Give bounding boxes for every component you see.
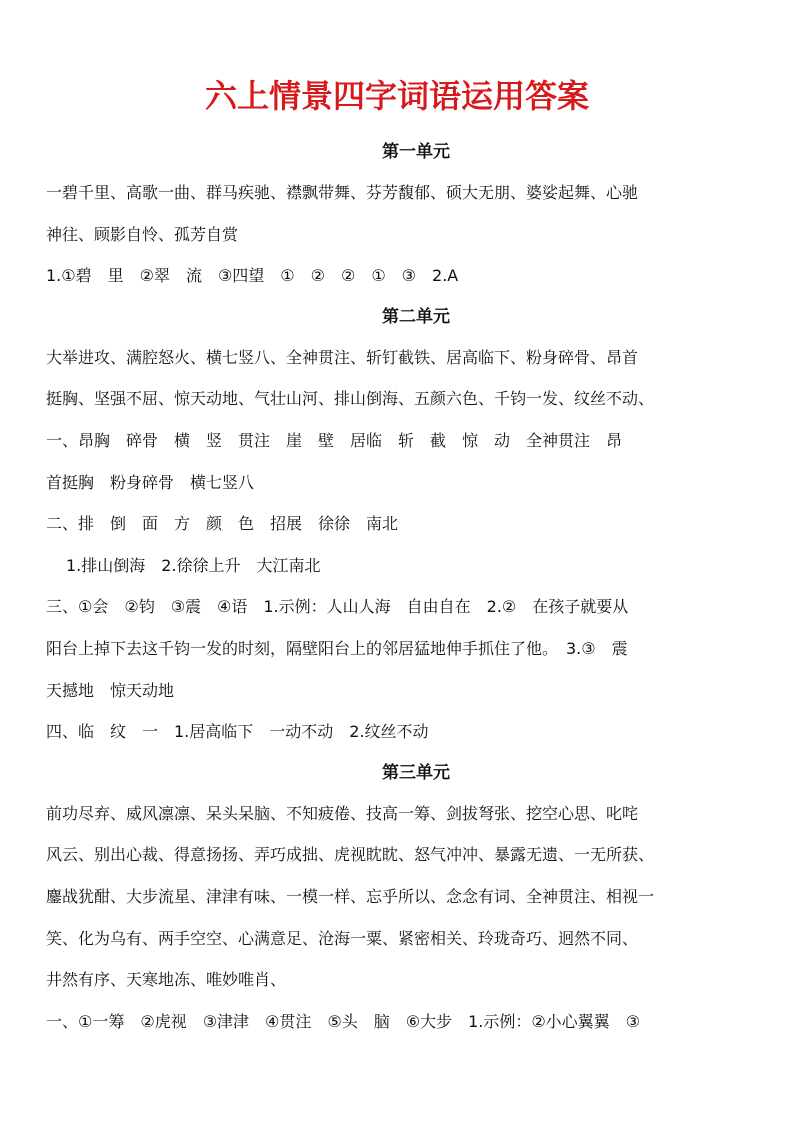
unit-2-heading: 第二单元 bbox=[382, 306, 450, 327]
unit-2-line-4: 首挺胸 粉身碎骨 横七竖八 bbox=[46, 472, 255, 492]
unit-3-line-5: 井然有序、天寒地冻、唯妙唯肖、 bbox=[46, 970, 287, 990]
unit-3-line-4: 笑、化为乌有、两手空空、心满意足、沧海一粟、紧密相关、玲珑奇巧、迥然不同、 bbox=[46, 928, 639, 948]
unit-2-line-8: 阳台上掉下去这千钧一发的时刻，隔壁阳台上的邻居猛地伸手抓住了他。 3.③ 震 bbox=[46, 638, 628, 658]
unit-1-line-2: 神往、顾影自怜、孤芳自赏 bbox=[46, 224, 239, 244]
unit-1-heading: 第一单元 bbox=[382, 142, 450, 162]
unit-2-line-2: 挺胸、坚强不屈、惊天动地、气壮山河、排山倒海、五颜六色、千钧一发、纹丝不动、 bbox=[46, 389, 655, 409]
unit-1-line-1: 一碧千里、高歌一曲、群马疾驰、襟飘带舞、芬芳馥郁、硕大无朋、婆娑起舞、心驰 bbox=[46, 183, 639, 202]
unit-2-line-9: 天撼地 惊天动地 bbox=[46, 680, 175, 700]
unit-3-line-6: 一、①一筹 ②虎视 ③津津 ④贯注 ⑤头 脑 ⑥大步 1.示例：②小心翼翼 ③ bbox=[46, 1011, 641, 1031]
answer-content bbox=[46, 132, 762, 1042]
unit-1-line-3: 1.①碧 里 ②翠 流 ③四望 ① ② ② ① ③ 2.A bbox=[46, 266, 459, 286]
unit-2-line-10: 四、临 纹 一 1.居高临下 一动不动 2.纹丝不动 bbox=[46, 722, 429, 742]
unit-2-line-7: 三、①会 ②钧 ③震 ④语 1.示例：人山人海 自由自在 2.② 在孩子就要从 bbox=[46, 597, 629, 617]
unit-3-line-1: 前功尽弃、威风凛凛、呆头呆脑、不知疲倦、技高一筹、剑拔弩张、挖空心思、叱咤 bbox=[46, 803, 639, 823]
unit-2-line-1: 大举进攻、满腔怒火、横七竖八、全神贯注、斩钉截铁、居高临下、粉身碎骨、昂首 bbox=[46, 347, 639, 367]
unit-3-heading: 第三单元 bbox=[382, 762, 450, 783]
unit-2-line-3: 一、昂胸 碎骨 横 竖 贯注 崖 壁 居临 斩 截 惊 动 全神贯注 昂 bbox=[46, 430, 623, 450]
unit-3-line-3: 鏖战犹酣、大步流星、津津有味、一模一样、忘乎所以、念念有词、全神贯注、相视一 bbox=[46, 886, 655, 906]
unit-2-line-5: 二、排 倒 面 方 颜 色 招展 徐徐 南北 bbox=[46, 514, 399, 534]
document-title: 六上情景四字词语运用答案 bbox=[204, 77, 589, 115]
unit-2-line-6: 1.排山倒海 2.徐徐上升 大江南北 bbox=[66, 555, 321, 575]
unit-3-line-2: 风云、别出心裁、得意扬扬、弄巧成拙、虎视眈眈、怒气冲冲、暴露无遗、一无所获、 bbox=[46, 845, 655, 865]
